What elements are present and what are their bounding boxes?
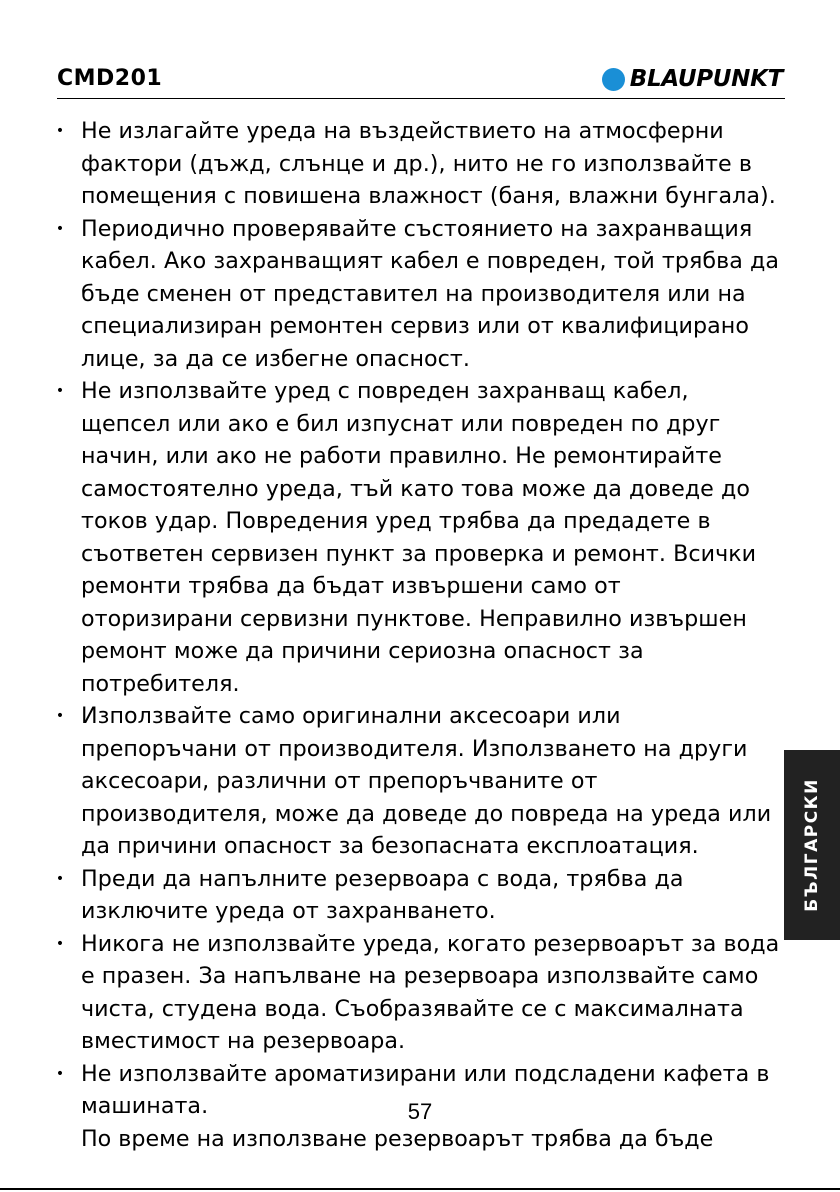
- instruction-list: [54, 115, 794, 1123]
- bullet-icon: •: [55, 935, 65, 952]
- brand-circle-icon: [602, 68, 625, 91]
- list-item: [54, 928, 794, 1058]
- list-item: [54, 863, 794, 928]
- bullet-icon: •: [55, 123, 65, 139]
- model-name: CMD201: [57, 66, 163, 91]
- list-item: [54, 375, 794, 700]
- list-item-text: Никога не използвайте уреда, когато резервоарът за вода е празен. За напълване на резервоара използвайте само чиста, студена вода. Съобразявайте се с максималната вместимост на резервоара.: [81, 930, 780, 1054]
- list-item: [54, 213, 794, 376]
- safety-instructions: [54, 115, 794, 1155]
- language-tab-label: БЪЛГАРСКИ: [802, 778, 823, 912]
- list-item-text: Не използвайте уред с повреден захранващ кабел, щепсел или ако е бил изпуснат или повреден по друг начин, или ако не работи правилно. Не ремонтирайте самостоятелно уреда, тъй като това може да доведе до токов удар. Повредения уред трябва да предадете в съответен сервизен пункт за проверка и ремонт. Всички ремонти трябва да бъдат извършени само от оторизирани сервизни пунктове. Неправилно извършен ремонт може да причини сериозна опасност за потребителя.: [81, 378, 757, 697]
- brand-name: BLAUPUNKT: [629, 66, 783, 92]
- bullet-icon: •: [55, 1065, 65, 1082]
- trailing-paragraph: По време на използване резервоарът трябва да бъде: [81, 1125, 714, 1152]
- list-item-text: Периодично проверявайте състоянието на захранващия кабел. Ако захранващият кабел е повреден, той трябва да бъде сменен от представител на производителя или на специализиран ремонтен сервиз или от квалифицирано лице, за да се избегне опасност.: [81, 215, 780, 372]
- brand-logo: [602, 66, 783, 92]
- list-item-text: Използвайте само оригинални аксесоари или препоръчани от производителя. Използването на други аксесоари, различни от препоръчваните от производителя, може да доведе до повреда на уреда или да причини опасност за безопасната експлоатация.: [81, 703, 772, 859]
- list-item-text: Не използвайте ароматизирани или подсладени кафета в машината.: [81, 1060, 770, 1119]
- bottom-divider: [0, 1188, 840, 1190]
- bullet-icon: •: [55, 708, 65, 724]
- language-tab: [784, 750, 840, 940]
- bullet-icon: •: [55, 220, 65, 237]
- bullet-icon: •: [55, 383, 65, 399]
- list-item: [54, 700, 794, 863]
- list-item: [54, 115, 794, 213]
- list-item-text: Преди да напълните резервоара с вода, трябва да изключите уреда от захранването.: [81, 865, 684, 924]
- list-item-text: Не излагайте уреда на въздействието на атмосферни фактори (дъжд, слънце и др.), нито не го използвайте в помещения с повишена влажност (баня, влажни бунгала).: [81, 118, 776, 209]
- page-header: [57, 64, 785, 99]
- page-number: 57: [407, 1099, 433, 1124]
- bullet-icon: •: [55, 870, 65, 887]
